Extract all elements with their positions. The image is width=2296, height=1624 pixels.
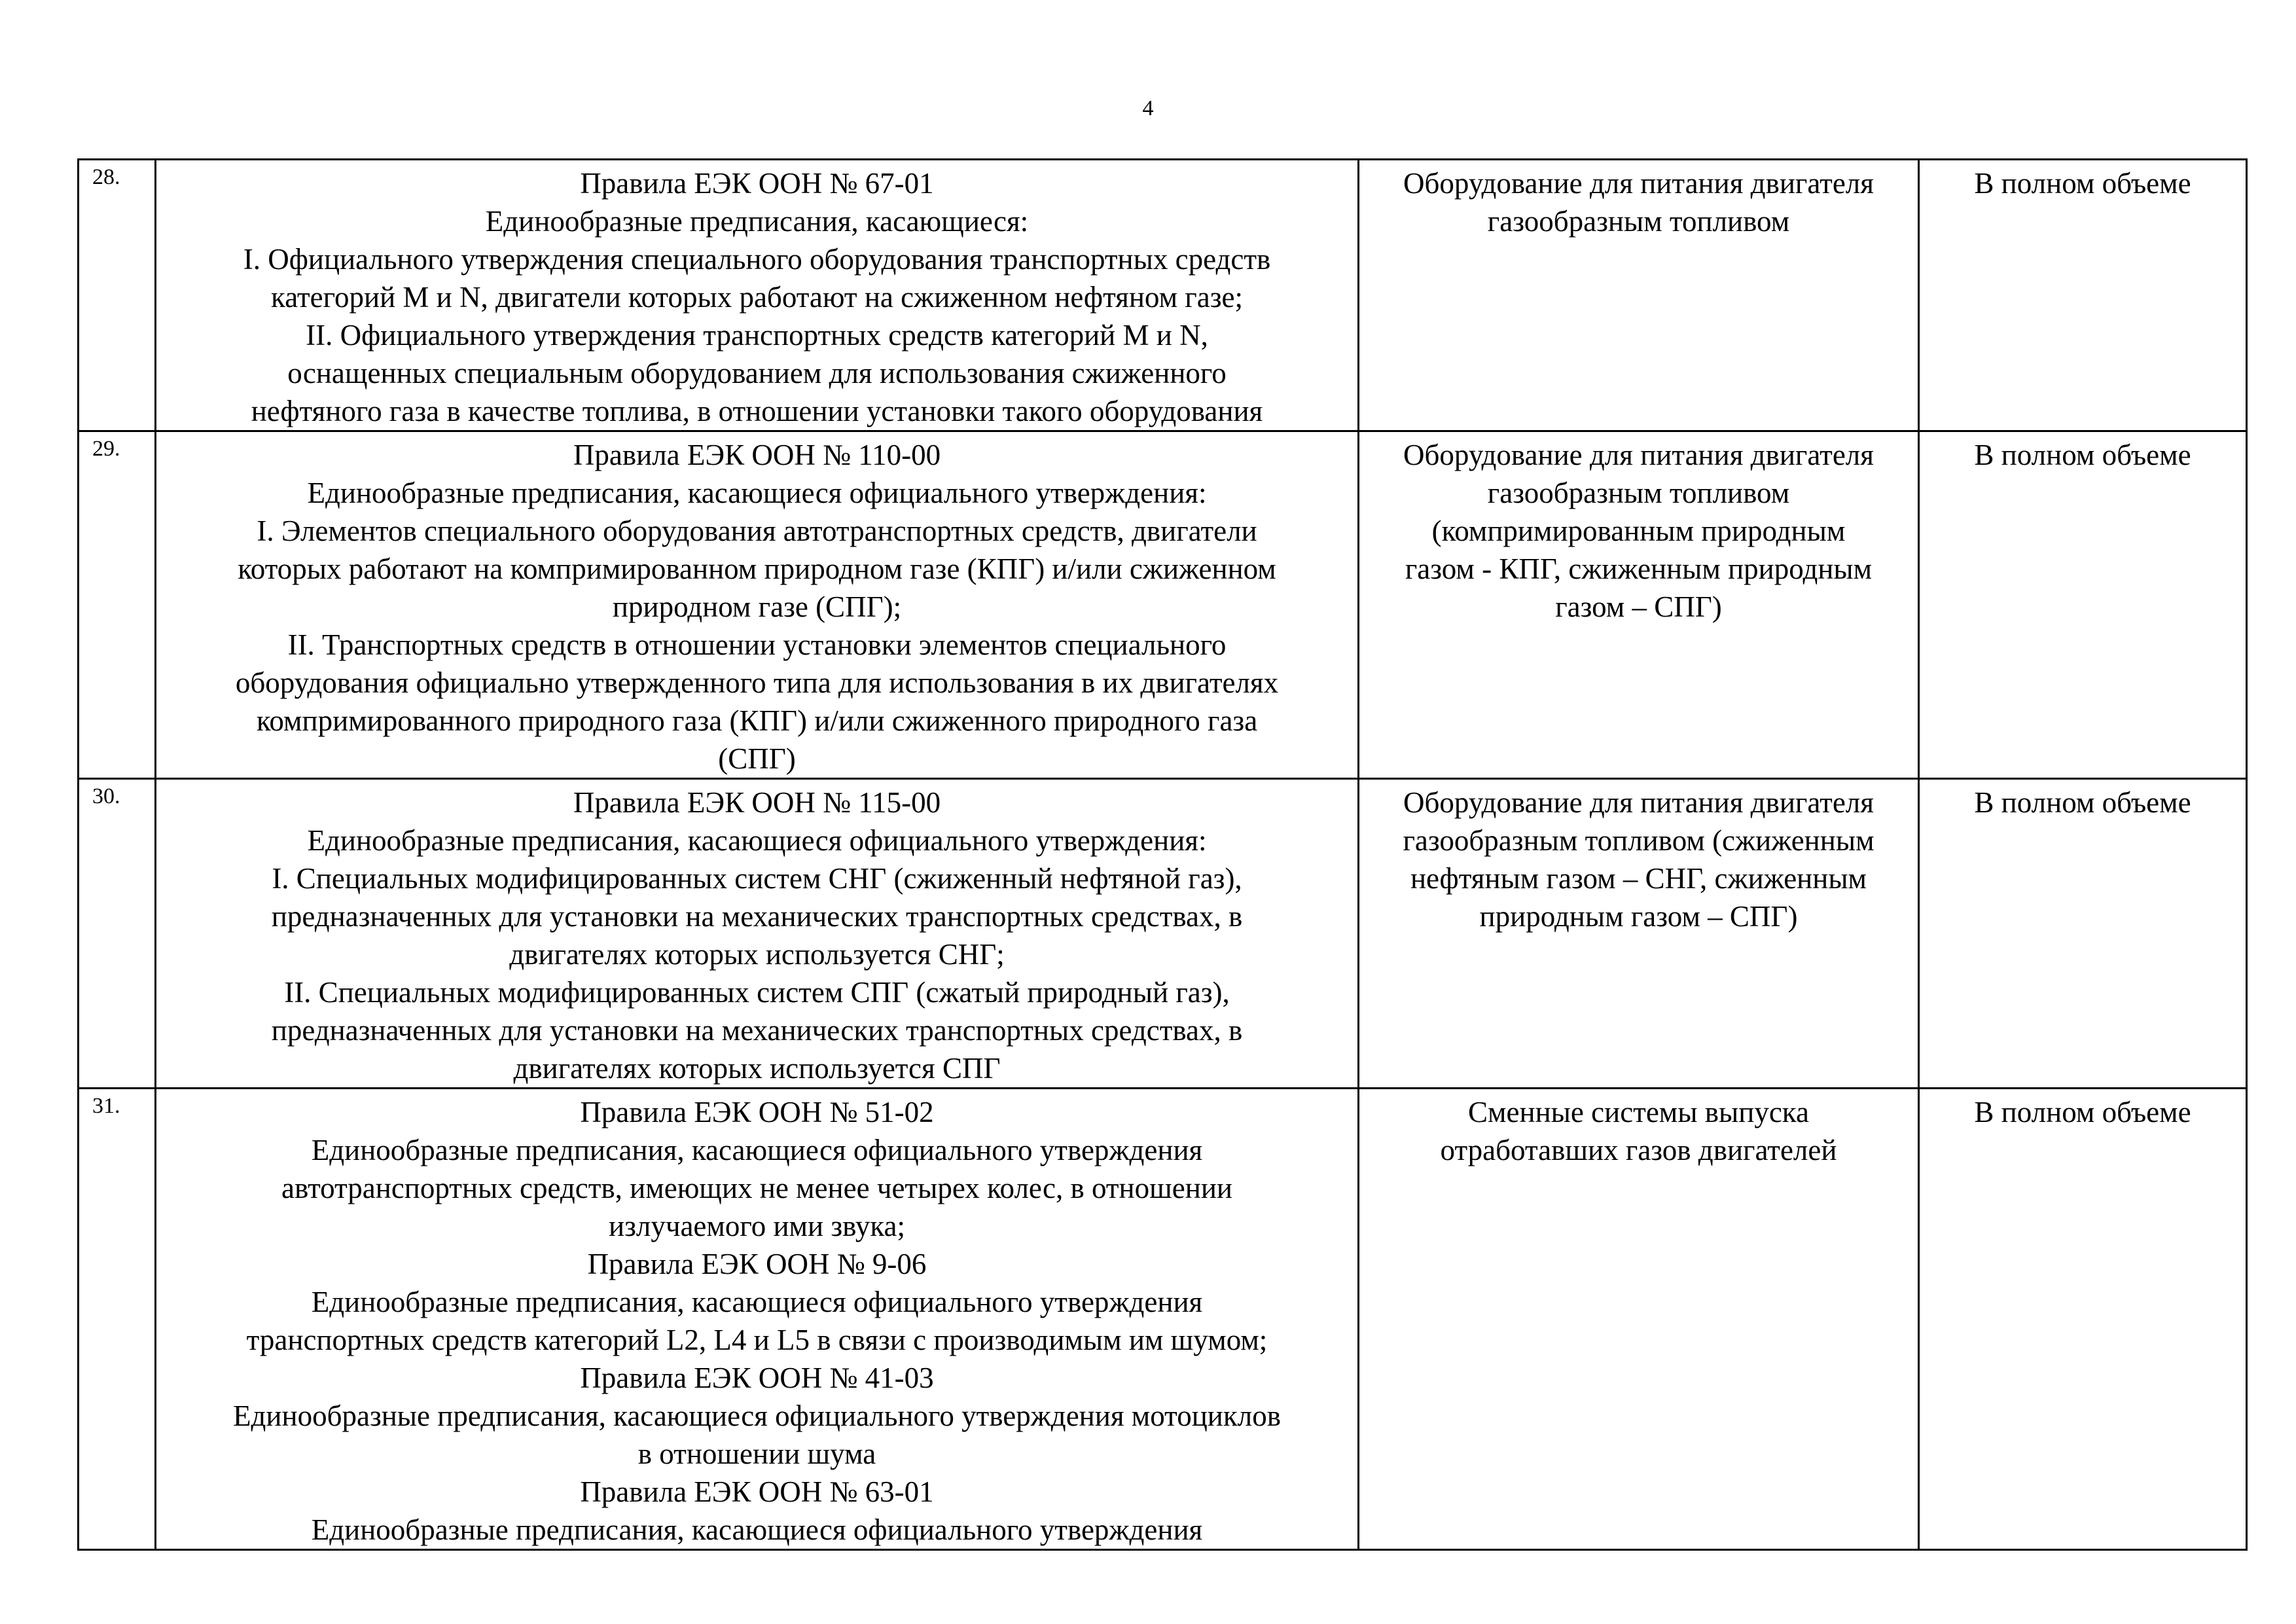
regulations-table [77,158,2248,1551]
regulation-text-line: Единообразные предписания, касающиеся официального утверждения мотоциклов [233,1399,1281,1432]
row-number: 29. [79,431,156,779]
regulation-text-line: оснащенных специальным оборудованием для использования сжиженного [287,357,1227,389]
equipment-cell [1359,1089,1919,1550]
equipment-cell [1359,779,1919,1089]
equipment-text-line: Оборудование для питания двигателя [1403,167,1874,200]
table-row [79,431,2247,779]
regulation-text-line: в отношении шума [637,1437,876,1470]
regulation-text-line: Единообразные предписания, касающиеся официального утверждения: [307,477,1207,509]
regulation-text-line: Правила ЕЭК ООН № 63-01 [580,1475,934,1508]
equipment-text-line: газом – СПГ) [1555,590,1722,623]
scope-cell: В полном объеме [1919,779,2247,1089]
regulation-text-line: транспортных средств категорий L2, L4 и L5 в связи с производимым им шумом; [246,1324,1268,1356]
regulation-text-line: Единообразные предписания, касающиеся официального утверждения: [307,824,1207,857]
regulation-text-line: I. Официального утверждения специального оборудования транспортных средств [243,243,1271,276]
row-number: 30. [79,779,156,1089]
regulation-text-line: нефтяного газа в качестве топлива, в отношении установки такого оборудования [251,395,1263,427]
regulation-text-line: Единообразные предписания, касающиеся официального утверждения [311,1134,1203,1166]
equipment-cell [1359,160,1919,431]
equipment-text-line: нефтяным газом – СНГ, сжиженным [1410,862,1867,895]
regulation-text-line: (СПГ) [718,742,796,775]
regulation-text-line: Единообразные предписания, касающиеся официального утверждения [311,1286,1203,1318]
equipment-text-line: газообразным топливом (сжиженным [1403,824,1874,857]
equipment-text-line: газообразным топливом [1487,205,1790,238]
table-row [79,779,2247,1089]
row-number: 28. [79,160,156,431]
table-row [79,160,2247,431]
regulation-text-line: Правила ЕЭК ООН № 115-00 [573,786,941,819]
regulation-text-line: оборудования официально утвержденного типа для использования в их двигателях [235,666,1279,699]
scope-cell: В полном объеме [1919,160,2247,431]
table-row [79,1089,2247,1550]
regulation-text-line: природном газе (СПГ); [612,590,902,623]
page-number: 4 [1142,96,1154,120]
equipment-text-line: газообразным топливом [1487,477,1790,509]
scope-cell: В полном объеме [1919,1089,2247,1550]
regulation-text-line: Правила ЕЭК ООН № 9-06 [587,1248,927,1280]
regulation-text-line: Правила ЕЭК ООН № 110-00 [573,439,941,471]
regulation-text-line: Единообразные предписания, касающиеся: [485,205,1029,238]
equipment-text-line: Оборудование для питания двигателя [1403,786,1874,819]
regulation-cell [156,779,1359,1089]
regulation-text-line: Правила ЕЭК ООН № 67-01 [580,167,934,200]
scope-cell: В полном объеме [1919,431,2247,779]
regulation-text-line: Правила ЕЭК ООН № 51-02 [580,1096,934,1128]
regulation-text-line: двигателях которых используется СПГ [513,1052,1001,1085]
regulation-cell [156,1089,1359,1550]
regulation-cell [156,431,1359,779]
regulation-text-line: автотранспортных средств, имеющих не менее четырех колес, в отношении [281,1172,1232,1204]
regulation-text-line: II. Специальных модифицированных систем СПГ (сжатый природный газ), [284,976,1230,1009]
equipment-text-line: отработавших газов двигателей [1440,1134,1837,1166]
regulation-cell [156,160,1359,431]
regulation-text-line: компримированного природного газа (КПГ) и/или сжиженного природного газа [256,704,1258,737]
row-number: 31. [79,1089,156,1550]
equipment-text-line: Сменные системы выпуска [1468,1096,1809,1128]
regulation-text-line: предназначенных для установки на механических транспортных средствах, в [271,1014,1243,1047]
equipment-text-line: (компримированным природным [1431,514,1846,547]
regulation-text-line: которых работают на компримированном природном газе (КПГ) и/или сжиженном [238,552,1276,585]
regulation-text-line: предназначенных для установки на механических транспортных средствах, в [271,900,1243,933]
regulation-text-line: II. Транспортных средств в отношении установки элементов специального [287,628,1227,661]
equipment-text-line: Оборудование для питания двигателя [1403,439,1874,471]
regulation-text-line: I. Специальных модифицированных систем СНГ (сжиженный нефтяной газ), [272,862,1242,895]
regulation-text-line: двигателях которых используется СНГ; [509,938,1005,971]
regulation-text-line: категорий M и N, двигатели которых работают на сжиженном нефтяном газе; [271,281,1243,314]
regulation-text-line: Правила ЕЭК ООН № 41-03 [580,1362,934,1394]
regulation-text-line: излучаемого ими звука; [609,1210,905,1242]
equipment-text-line: газом - КПГ, сжиженным природным [1405,552,1873,585]
regulation-text-line: I. Элементов специального оборудования автотранспортных средств, двигатели [257,514,1257,547]
equipment-text-line: природным газом – СПГ) [1479,900,1798,933]
regulation-text-line: II. Официального утверждения транспортных средств категорий M и N, [306,319,1208,352]
equipment-cell [1359,431,1919,779]
regulation-text-line: Единообразные предписания, касающиеся официального утверждения [311,1513,1203,1546]
